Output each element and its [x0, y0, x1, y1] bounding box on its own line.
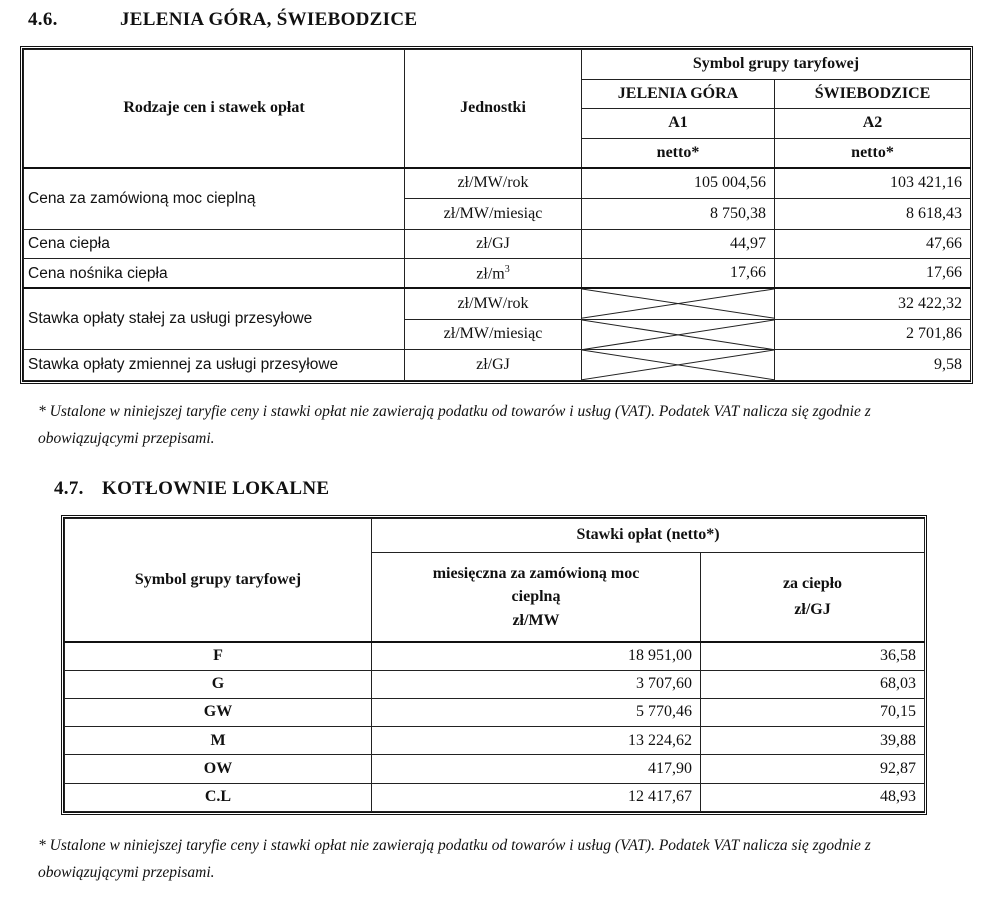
table-row [65, 698, 925, 726]
row-label-fixed-transmission-fee: Stawka opłaty stałej za usługi przesyłowe [24, 288, 405, 349]
table-row [65, 727, 925, 755]
symbol-cell: M [65, 727, 372, 755]
section-heading-4-6 [28, 9, 417, 31]
header-line: cieplną [511, 588, 561, 606]
symbol-cell: OW [65, 755, 372, 783]
unit-cell-cubic-meter [405, 259, 582, 289]
value-cell: 9,58 [775, 350, 971, 381]
value-cell: 18 951,00 [372, 642, 701, 670]
section-title: KOTŁOWNIE LOKALNE [102, 478, 330, 499]
header-rates-netto: Stawki opłat (netto*) [372, 519, 925, 553]
not-applicable-cross [582, 350, 775, 381]
header-swiebodzice: ŚWIEBODZICE [775, 79, 971, 109]
value-cell: 48,93 [701, 783, 925, 811]
value-cell: 5 770,46 [372, 698, 701, 726]
symbol-cell: C.L [65, 783, 372, 811]
row-label-carrier-price: Cena nośnika ciepła [24, 259, 405, 289]
value-cell: 36,58 [701, 642, 925, 670]
value-cell: 3 707,60 [372, 670, 701, 698]
row-label-variable-transmission-fee: Stawka opłaty zmiennej za usługi przesyłowe [24, 350, 405, 381]
section-number: 4.7. [54, 478, 84, 499]
value-cell: 39,88 [701, 727, 925, 755]
footnote-vat: * Ustalone w niniejszej taryfie ceny i stawki opłat nie zawierają podatku od towarów i usług (VAT). Podatek VAT nalicza się zgodnie z obowiązującymi przepisami. [38, 403, 871, 447]
unit-base: zł/m [476, 264, 505, 282]
value-cell: 17,66 [582, 259, 775, 289]
value-cell: 47,66 [775, 229, 971, 259]
symbol-cell: G [65, 670, 372, 698]
unit-cell: zł/MW/miesiąc [405, 319, 582, 350]
header-tariff-group-symbol: Symbol grupy taryfowej [65, 519, 372, 642]
table-grid [23, 49, 971, 381]
section-title: JELENIA GÓRA, ŚWIEBODZICE [120, 9, 418, 30]
unit-cell: zł/MW/rok [405, 288, 582, 319]
table-grid [64, 518, 925, 812]
value-cell: 70,15 [701, 698, 925, 726]
tariff-table-local-boilers [61, 515, 927, 815]
value-cell: 417,90 [372, 755, 701, 783]
table-row [65, 670, 925, 698]
table-row [65, 783, 925, 811]
value-cell: 17,66 [775, 259, 971, 289]
header-units: Jednostki [405, 50, 582, 168]
not-applicable-cross [582, 319, 775, 350]
table-row [65, 755, 925, 783]
footnote-vat: * Ustalone w niniejszej taryfie ceny i stawki opłat nie zawierają podatku od towarów i usług (VAT). Podatek VAT nalicza się zgodnie z obowiązującymi przepisami. [38, 837, 871, 881]
unit-cell: zł/MW/miesiąc [405, 199, 582, 230]
header-netto-a2: netto* [775, 138, 971, 168]
header-jelenia-gora: JELENIA GÓRA [582, 79, 775, 109]
value-cell: 103 421,16 [775, 168, 971, 199]
value-cell: 12 417,67 [372, 783, 701, 811]
header-line: miesięczna za zamówioną moc [432, 565, 640, 583]
value-cell: 8 750,38 [582, 199, 775, 230]
value-cell: 92,87 [701, 755, 925, 783]
value-cell: 44,97 [582, 229, 775, 259]
header-heat [701, 553, 925, 642]
row-label-heat-price: Cena ciepła [24, 229, 405, 259]
value-cell: 68,03 [701, 670, 925, 698]
header-unit: zł/MW [512, 611, 560, 629]
header-line: za ciepło [782, 575, 843, 593]
tariff-table-jelenia-gora-swiebodzice [20, 46, 973, 384]
header-monthly-capacity [372, 553, 701, 642]
unit-exponent: 3 [504, 263, 510, 275]
unit-cell: zł/GJ [405, 229, 582, 259]
value-cell: 2 701,86 [775, 319, 971, 350]
header-unit: zł/GJ [794, 601, 831, 619]
table-row [65, 642, 925, 670]
value-cell: 32 422,32 [775, 288, 971, 319]
unit-cell: zł/GJ [405, 350, 582, 381]
section-number: 4.6. [28, 9, 58, 30]
header-price-types: Rodzaje cen i stawek opłat [24, 50, 405, 168]
symbol-cell: GW [65, 698, 372, 726]
not-applicable-cross [582, 288, 775, 319]
symbol-cell: F [65, 642, 372, 670]
header-code-a1: A1 [582, 109, 775, 139]
section-heading-4-7 [54, 478, 329, 500]
header-netto-a1: netto* [582, 138, 775, 168]
value-cell: 8 618,43 [775, 199, 971, 230]
unit-cell: zł/MW/rok [405, 168, 582, 199]
row-label-capacity-price: Cena za zamówioną moc cieplną [24, 168, 405, 229]
value-cell: 105 004,56 [582, 168, 775, 199]
value-cell: 13 224,62 [372, 727, 701, 755]
header-code-a2: A2 [775, 109, 971, 139]
header-tariff-group: Symbol grupy taryfowej [582, 50, 971, 80]
